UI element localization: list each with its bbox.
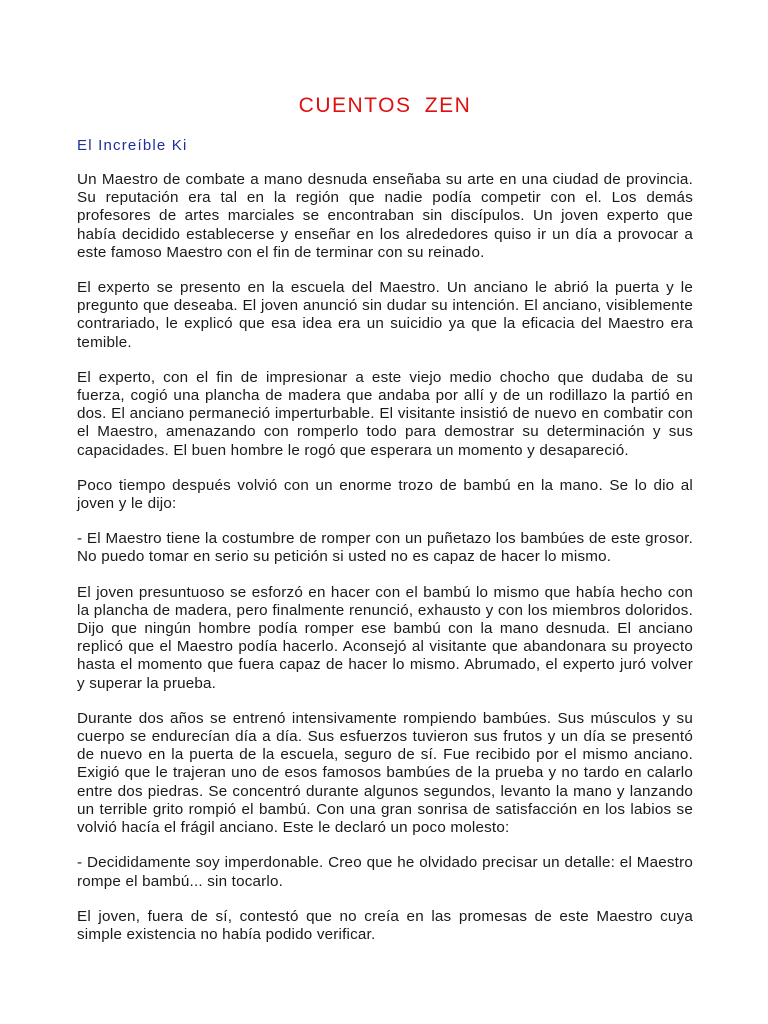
document-title: CUENTOS ZEN <box>298 94 472 117</box>
paragraph-9: El joven, fuera de sí, contestó que no creía en las promesas de este Maestro cuya simple existencia no había podido verificar. <box>77 907 693 943</box>
paragraph-4: Poco tiempo después volvió con un enorme trozo de bambú en la mano. Se lo dio al joven y le dijo: <box>77 476 693 513</box>
story-body <box>77 171 693 944</box>
paragraph-7: Durante dos años se entrenó intensivamente rompiendo bambúes. Sus músculos y su cuerpo se endurecían día a día. Sus esfuerzos tuvieron sus frutos y un día se presentó de nuevo en la puerta de la escuela, seguro de sí. Fue recibido por el mismo anciano. Exigió que le trajeran uno de esos famosos bambúes de la prueba y no tardo en calarlo entre dos piedras. Se concentró durante algunos segundos, levanto la mano y lanzando un terrible grito rompió el bambú. Con una gran sonrisa de satisfacción en los labios se volvió hacía el frágil anciano. Este le declaró un poco molesto: <box>77 709 693 837</box>
paragraph-5: - El Maestro tiene la costumbre de romper con un puñetazo los bambúes de este grosor. No puedo tomar en serio su petición si usted no es capaz de hacer lo mismo. <box>77 530 693 566</box>
paragraph-3: El experto, con el fin de impresionar a este viejo medio chocho que dudaba de su fuerza, cogió una plancha de madera que andaba por allí y de un rodillazo la partió en dos. El anciano permaneció imperturbable. El visitante insistió de nuevo en combatir con el Maestro, amenazando con romperlo todo para demostrar su determinación y sus capacidades. El buen hombre le rogó que esperara un momento y desapareció. <box>77 368 693 459</box>
paragraph-8: - Decididamente soy imperdonable. Creo que he olvidado precisar un detalle: el Maestro rompe el bambú... sin tocarlo. <box>77 854 693 890</box>
paragraph-2: El experto se presento en la escuela del Maestro. Un anciano le abrió la puerta y le pregunto que deseaba. El joven anunció sin dudar su intención. El anciano, visiblemente contrariado, le explicó que esa idea era un suicidio ya que la eficacia del Maestro era temible. <box>77 279 693 351</box>
paragraph-1: Un Maestro de combate a mano desnuda enseñaba su arte en una ciudad de provincia. Su reputación era tal en la región que nadie podía competir con el. Los demás profesores de artes marciales se encontraban sin discípulos. Un joven experto que había decidido establecerse y enseñar en los alrededores quiso ir un día a provocar a este famoso Maestro con el fin de terminar con su reinado. <box>77 171 693 261</box>
story-title: El Increíble Ki <box>77 137 188 154</box>
paragraph-6: El joven presuntuoso se esforzó en hacer con el bambú lo mismo que había hecho con la plancha de madera, pero finalmente renunció, exhausto y con los miembros doloridos. Dijo que ningún hombre podía romper ese bambú con la mano desnuda. El anciano replicó que el Maestro podía hacerlo. Aconsejó al visitante que abandonara su proyecto hasta el momento que fuera capaz de hacer lo mismo. Abrumado, el experto juró volver y superar la prueba. <box>77 583 693 692</box>
